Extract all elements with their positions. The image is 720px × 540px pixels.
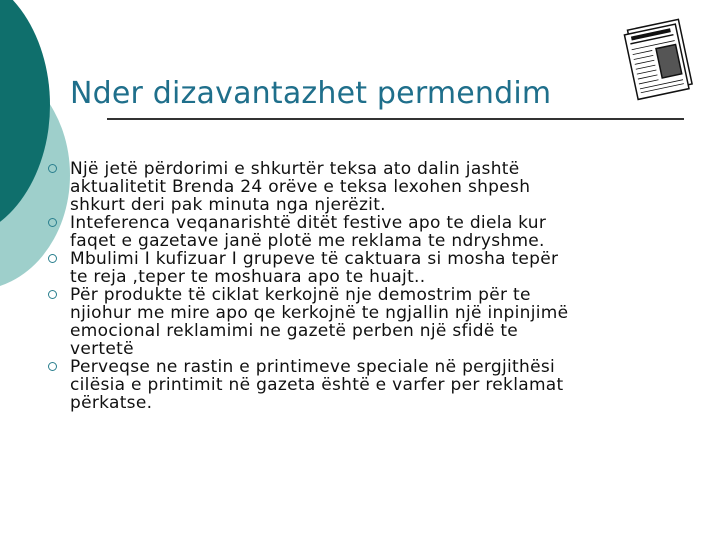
newspaper-icon (620, 8, 700, 108)
bullet-marker-icon (48, 362, 57, 371)
bullet-line: Për produkte të ciklat kerkojnë nje demostrim për te (70, 285, 531, 305)
bullet-list (48, 160, 708, 412)
bullet-line: vertetë (70, 339, 134, 359)
bullet-item (48, 214, 708, 250)
bullet-line: te reja ,teper te moshuara apo te huajt.. (70, 267, 426, 287)
bullet-marker-icon (48, 290, 57, 299)
bullet-marker-icon (48, 164, 57, 173)
bullet-line: Perveqse ne rastin e printimeve speciale në pergjithësi (70, 357, 556, 377)
bullet-marker-icon (48, 218, 57, 227)
bullet-line: Një jetë përdorimi e shkurtër teksa ato dalin jashtë (70, 159, 520, 179)
bullet-line: përkatse. (70, 393, 153, 413)
bullet-line: cilësia e printimit në gazeta është e varfer per reklamat (70, 375, 564, 395)
bullet-line: njiohur me mire apo qe kerkojnë te ngjallin një inpinjimë (70, 303, 569, 323)
slide-title: Nder dizavantazhet permendim (70, 76, 552, 111)
bullet-item (48, 160, 708, 214)
bullet-line: Mbulimi I kufizuar I grupeve të caktuara si mosha tepër (70, 249, 559, 269)
bullet-line: aktualitetit Brenda 24 orëve e teksa lexohen shpesh (70, 177, 531, 197)
bullet-item (48, 286, 708, 358)
bullet-marker-icon (48, 254, 57, 263)
bullet-line: shkurt deri pak minuta nga njerëzit. (70, 195, 386, 215)
bullet-line: faqet e gazetave janë plotë me reklama te ndryshme. (70, 231, 545, 251)
bullet-line: Inteferenca veqanarishtë ditët festive apo te diela kur (70, 213, 547, 233)
bullet-item (48, 358, 708, 412)
title-underline (107, 118, 684, 120)
bullet-item (48, 250, 708, 286)
bullet-line: emocional reklamimi ne gazetë perben një sfidë te (70, 321, 519, 341)
